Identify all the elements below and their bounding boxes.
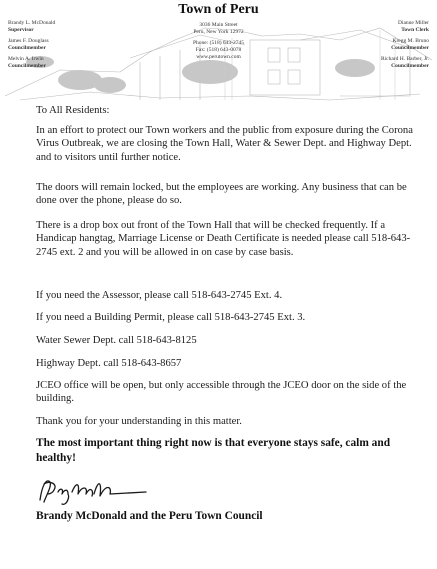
paragraph-doors-locked xyxy=(36,181,416,208)
paragraph-text: If you need the Assessor, please call 518-643-2745 Ext. 4. xyxy=(36,290,283,301)
officer-left-1 xyxy=(8,20,55,33)
signature xyxy=(36,472,156,508)
officer-role: Councilmember xyxy=(8,44,46,51)
officer-role: Councilmember xyxy=(391,44,429,51)
officer-name: Dianne Miller xyxy=(397,20,429,26)
paragraph-text: JCEO office will be open, but only accessible through the JCEO door on the side of the building. xyxy=(36,380,407,405)
salutation: To All Residents: xyxy=(36,105,110,116)
paragraph-highway xyxy=(36,357,416,370)
fax-number: Fax: (518) 643-0078 xyxy=(195,47,242,53)
paragraph-text: Thank you for your understanding in this matter. xyxy=(36,416,242,427)
paragraph-water-sewer xyxy=(36,334,416,347)
sign-off: Brandy McDonald and the Peru Town Council xyxy=(36,510,263,522)
paragraph-drop-box xyxy=(36,219,416,259)
officer-role: Councilmember xyxy=(8,62,46,69)
closing-statement: The most important thing right now is that everyone stays safe, calm and healthy! xyxy=(36,437,391,464)
town-name: Town of Peru xyxy=(178,2,259,17)
officer-name: Richard H. Barber, Jr. xyxy=(380,56,429,62)
letterhead xyxy=(0,0,437,118)
paragraph-thank-you xyxy=(36,415,416,428)
officer-name: Melvin A. Irwin xyxy=(8,56,44,62)
paragraph-closure-notice xyxy=(36,124,416,164)
officer-role: Councilmember xyxy=(391,62,429,69)
paragraph-text: If you need a Building Permit, please call 518-643-2745 Ext. 3. xyxy=(36,312,306,323)
phone-number: Phone: (518) 643-2745 xyxy=(192,40,245,46)
paragraph-text: Water Sewer Dept. call 518-643-8125 xyxy=(36,335,197,346)
officer-left-2 xyxy=(8,38,49,51)
paragraph-text: The doors will remain locked, but the employees are working. Any business that can be done over the phone, please do so. xyxy=(36,182,407,207)
paragraph-assessor xyxy=(36,289,416,302)
website-url: www.perutown.com xyxy=(196,54,241,60)
paragraph-text: There is a drop box out front of the Town Hall that will be checked frequently. If a Handicap hangtag, Marriage License or Death Certificate is needed please call 518-643-2745 ext. 2 and you will be allowed in on case by case basis. xyxy=(36,220,411,258)
officer-name: Brandy L. McDonald xyxy=(8,20,56,26)
officer-role: Supervisor xyxy=(8,26,34,33)
officer-right-2 xyxy=(391,38,429,51)
officer-name: Kregg M. Bruno xyxy=(392,38,429,44)
officer-role: Town Clerk xyxy=(401,26,429,33)
address-line-2: Peru, New York 12972 xyxy=(193,29,244,35)
address-line-1: 3036 Main Street xyxy=(199,22,238,28)
paragraph-text: Highway Dept. call 518-643-8657 xyxy=(36,358,182,369)
paragraph-building-permit xyxy=(36,311,416,324)
officer-left-3 xyxy=(8,56,46,69)
paragraph-jceo xyxy=(36,379,416,406)
officer-right-3 xyxy=(381,56,429,69)
officer-right-1 xyxy=(398,20,429,33)
officer-name: James F. Douglass xyxy=(8,38,49,44)
paragraph-text: In an effort to protect our Town workers and the public from exposure during the Corona Virus Outbreak, we are closing the Town Hall, Water & Sewer Dept. and Highway Dept. and to visitors until further notice. xyxy=(36,125,413,163)
